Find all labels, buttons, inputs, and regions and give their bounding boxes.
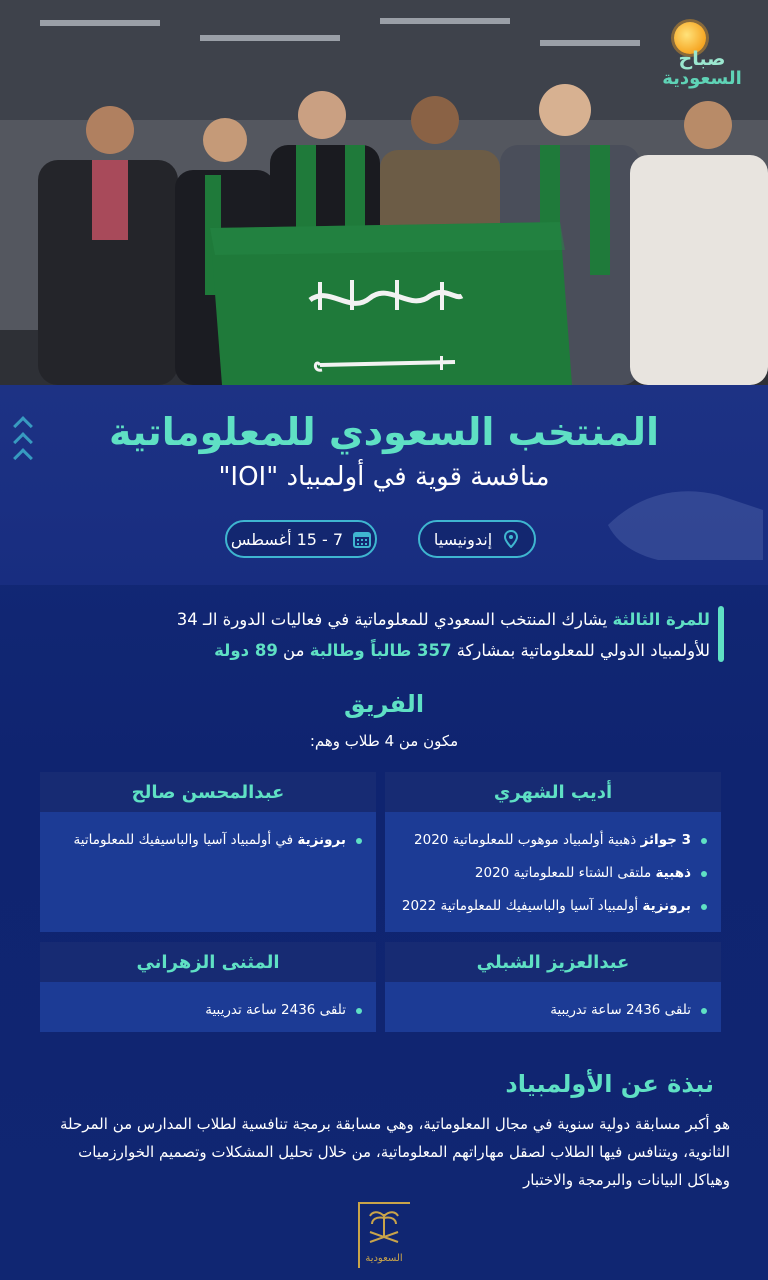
member-achievements bbox=[385, 982, 721, 1032]
achievement-text: في أولمبياد آسيا والباسيفيك للمعلوماتية bbox=[73, 832, 298, 848]
achievement-item bbox=[399, 857, 707, 890]
intro-lead: للمرة الثالثة bbox=[612, 610, 710, 629]
achievement-item bbox=[399, 994, 707, 1027]
countries-count: 89 دولة bbox=[214, 641, 278, 660]
team-subheading: مكون من 4 طلاب وهم: bbox=[309, 732, 459, 750]
achievement-bold: ذهبية bbox=[655, 865, 691, 881]
location-badge bbox=[418, 520, 536, 558]
intro-line-1 bbox=[60, 604, 710, 635]
achievement-text: ذهبية أولمبياد موهوب للمعلوماتية 2020 bbox=[414, 832, 641, 848]
palm-swords-emblem-icon bbox=[358, 1206, 410, 1252]
member-name: أديب الشهري bbox=[385, 772, 721, 812]
sabah-alsaudia-logo bbox=[652, 22, 752, 92]
member-card bbox=[385, 942, 721, 1032]
achievement-text: تلقى 2436 ساعة تدريبية bbox=[550, 1002, 691, 1018]
achievement-item bbox=[399, 824, 707, 857]
intro-line-2-text: للأولمبياد الدولي للمعلوماتية بمشاركة bbox=[451, 641, 710, 660]
footer-logo-text: السعودية bbox=[365, 1253, 403, 1264]
achievement-bold: 3 جوائز bbox=[640, 832, 691, 848]
member-achievements bbox=[40, 812, 376, 932]
page-subtitle: منافسة قوية في أولمبياد "IOI" bbox=[218, 462, 550, 492]
date-text: 7 - 15 أغسطس bbox=[230, 529, 344, 549]
intro-line-1-text: يشارك المنتخب السعودي للمعلوماتية في فعاليات الدورة الـ 34 bbox=[176, 610, 613, 629]
logo-line-2: السعودية bbox=[662, 68, 742, 89]
location-text: إندونيسيا bbox=[433, 529, 493, 549]
intro-accent-bar bbox=[718, 606, 724, 662]
achievement-item bbox=[399, 890, 707, 923]
team-heading: الفريق bbox=[343, 690, 425, 718]
about-text: هو أكبر مسابقة دولية سنوية في مجال المعلوماتية، وهي مسابقة برمجة تنافسية لطلاب المدارس من المرحلة الثانوية، ويتنافس فيها الطلاب لصقل مهاراتهم المعلوماتية، من خلال تحليل المشكلات وتصميم الخوارزميات وهياكل البيانات والبرمجة والاختبار bbox=[59, 1115, 730, 1189]
member-name: عبدالمحسن صالح bbox=[40, 772, 376, 812]
member-card bbox=[40, 772, 376, 932]
saudi-emblem-logo bbox=[358, 1202, 410, 1268]
achievement-text: ملتقى الشتاء للمعلوماتية 2020 bbox=[474, 865, 656, 881]
date-badge bbox=[225, 520, 377, 558]
location-pin-icon bbox=[502, 530, 520, 548]
member-name: عبدالعزيز الشبلي bbox=[385, 942, 721, 982]
achievement-bold: برونزية bbox=[642, 898, 691, 914]
achievement-item bbox=[54, 824, 362, 857]
achievement-item bbox=[54, 994, 362, 1027]
about-heading: نبذة عن الأولمبياد bbox=[505, 1070, 714, 1098]
intro-line-2-mid: من bbox=[277, 641, 310, 660]
page-title: المنتخب السعودي للمعلوماتية bbox=[108, 410, 660, 454]
intro-paragraph bbox=[60, 604, 710, 666]
member-name: المثنى الزهراني bbox=[40, 942, 376, 982]
participants-count: 357 طالباً وطالبة bbox=[309, 641, 452, 660]
member-achievements bbox=[40, 982, 376, 1032]
achievement-text: أولمبياد آسيا والباسيفيك للمعلوماتية 2022 bbox=[401, 898, 643, 914]
achievement-bold: برونزية bbox=[297, 832, 346, 848]
member-achievements bbox=[385, 812, 721, 932]
achievement-text: تلقى 2436 ساعة تدريبية bbox=[205, 1002, 346, 1018]
logo-line-1: صباح bbox=[678, 48, 726, 70]
member-card bbox=[385, 772, 721, 932]
calendar-icon bbox=[353, 530, 371, 548]
member-card bbox=[40, 942, 376, 1032]
team-photo bbox=[0, 0, 768, 385]
intro-line-2 bbox=[60, 635, 710, 666]
